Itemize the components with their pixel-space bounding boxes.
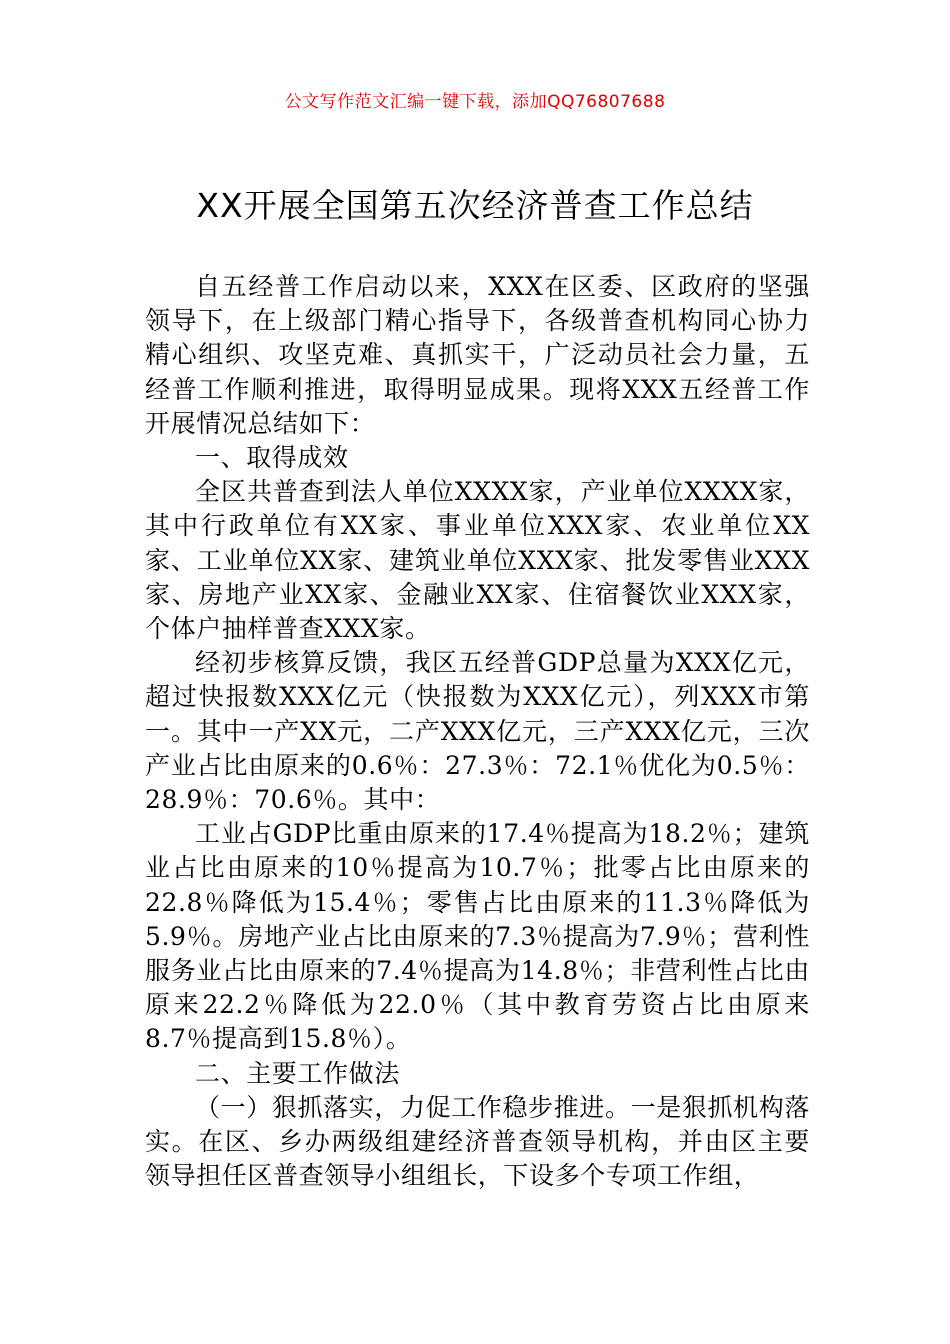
document-title: XX开展全国第五次经济普查工作总结 (196, 186, 754, 225)
industry-share-paragraph: 工业占GDP比重由原来的17.4％提高为18.2％；建筑业占比由原来的10％提高为10.7％；批零占比由原来的22.8％降低为15.4％；零售占比由原来的11.3％降低为5.9％。房地产业占比由原来的7.3％提高为7.9％；营利性服务业占比由原来的7.4％提高为14.8％；非营利性占比由原来22.2％降低为22.0％（其中教育劳资占比由原来8.7％提高到15.8％）。 (145, 819, 810, 1054)
download-notice: 公文写作范文汇编一键下载，添加QQ76807688 (284, 92, 666, 112)
methods-paragraph: （一）狠抓落实，力促工作稳步推进。一是狠抓机构落实。在区、乡办两级组建经济普查领导机构，并由区主要领导担任区普查领导小组组长，下设多个专项工作组， (145, 1092, 810, 1191)
section-heading-achievements: 一、取得成效 (195, 443, 349, 473)
section-heading-methods: 二、主要工作做法 (195, 1058, 400, 1088)
gdp-paragraph: 经初步核算反馈，我区五经普GDP总量为XXX亿元，超过快报数XXX亿元（快报数为XXX亿元），列XXX市第一。其中一产XX元，二产XXX亿元，三产XXX亿元，三次产业占比由原来的0.6％：27.3％：72.1％优化为0.5％：28.9％：70.6％。其中： (145, 648, 810, 815)
units-paragraph: 全区共普查到法人单位XXXX家，产业单位XXXX家，其中行政单位有XX家、事业单位XXX家、农业单位XX家、工业单位XX家、建筑业单位XXX家、批发零售业XXX家、房地产业XX家、金融业XX家、住宿餐饮业XXX家，个体户抽样普查XXX家。 (145, 477, 810, 644)
intro-paragraph: 自五经普工作启动以来，XXX在区委、区政府的坚强领导下，在上级部门精心指导下，各级普查机构同心协力精心组织、攻坚克难、真抓实干，广泛动员社会力量，五经普工作顺利推进，取得明显成果。现将XXX五经普工作开展情况总结如下： (145, 272, 810, 438)
document-body (145, 270, 810, 1193)
